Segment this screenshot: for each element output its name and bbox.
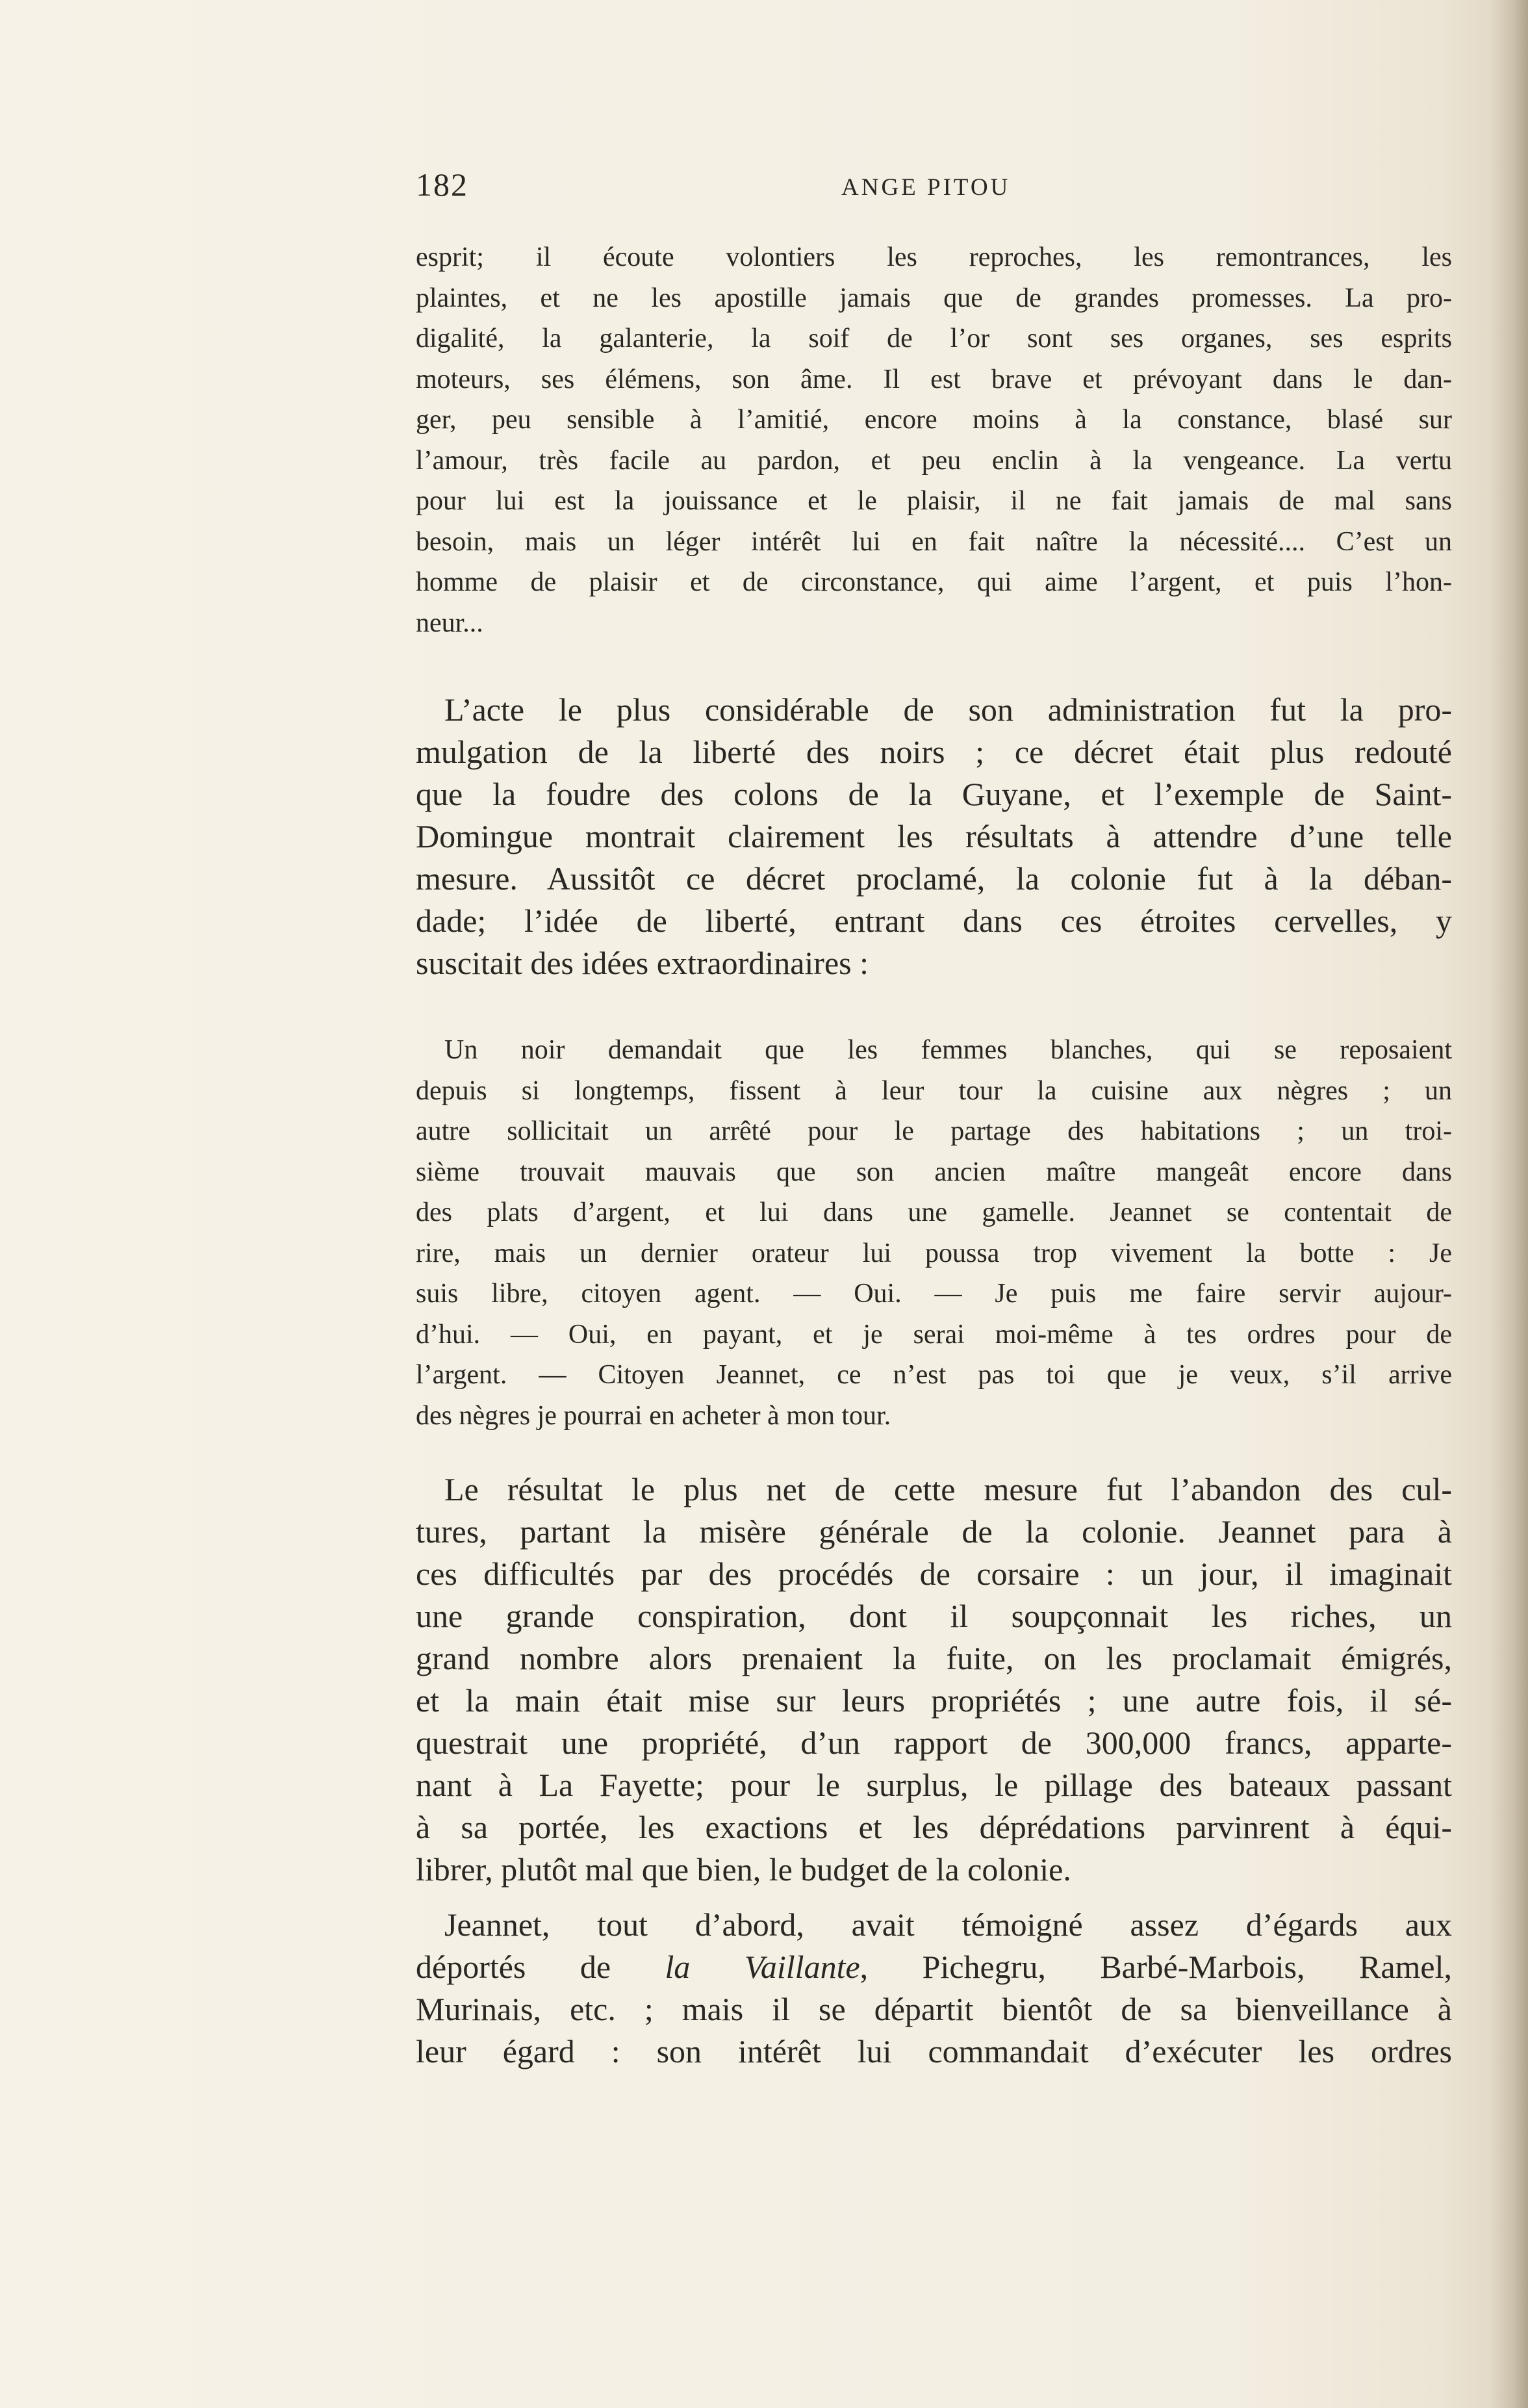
text-line: besoin, mais un léger intérêt lui en fait naître la nécessité.... C’est un [416, 526, 1452, 557]
text-line: à sa portée, les exactions et les déprédations parvinrent à équi- [416, 1809, 1452, 1845]
body-paragraph-liberty-decree [416, 689, 1452, 984]
text-line: neur... [416, 608, 483, 638]
text-line: d’hui. — Oui, en payant, et je serai moi-même à tes ordres pour de [416, 1319, 1452, 1350]
page-header [416, 166, 1023, 205]
text-line: que la foudre des colons de la Guyane, et l’exemple de Saint- [416, 776, 1452, 812]
text-line: une grande conspiration, dont il soupçonnait les riches, un [416, 1598, 1452, 1634]
text-fragment: déportés de [416, 1949, 665, 1985]
text-line: des plats d’argent, et lui dans une gamelle. Jeannet se contentait de [416, 1198, 1452, 1227]
ship-name-italic: la Vaillante [665, 1949, 860, 1985]
text-line-with-italic [416, 1946, 1452, 1988]
text-line: digalité, la galanterie, la soif de l’or sont ses organes, ses esprits [416, 324, 1452, 353]
text-line: grand nombre alors prenaient la fuite, on les proclamait émigrés, [416, 1640, 1452, 1676]
text-line: autre sollicitait un arrêté pour le partage des habitations ; un troi- [416, 1116, 1452, 1146]
text-line: sième trouvait mauvais que son ancien maître mangeât encore dans [416, 1157, 1452, 1187]
text-line: leur égard : son intérêt lui commandait d’exécuter les ordres [416, 2033, 1452, 2069]
quoted-anecdote-paragraph [416, 1030, 1452, 1436]
text-line: librer, plutôt mal que bien, le budget de la colonie. [416, 1851, 1071, 1888]
text-line: tures, partant la misère générale de la colonie. Jeannet para à [416, 1513, 1452, 1550]
text-line: ger, peu sensible à l’amitié, encore moins à la constance, blasé sur [416, 405, 1452, 435]
text-line: nant à La Fayette; pour le surplus, le pillage des bateaux passant [416, 1767, 1452, 1803]
text-line: plaintes, et ne les apostille jamais que de grandes promesses. La pro- [416, 283, 1452, 313]
text-line: Domingue montrait clairement les résultats à attendre d’une telle [416, 818, 1452, 854]
text-line: Murinais, etc. ; mais il se départit bientôt de sa bienveillance à [416, 1991, 1452, 2027]
quoted-portrait-paragraph [416, 237, 1452, 643]
text-line: dade; l’idée de liberté, entrant dans ces étroites cervelles, y [416, 903, 1452, 939]
text-line: l’amour, très facile au pardon, et peu enclin à la vengeance. La vertu [416, 445, 1452, 476]
text-line: pour lui est la jouissance et le plaisir, il ne fait jamais de mal sans [416, 486, 1452, 516]
text-line: depuis si longtemps, fissent à leur tour la cuisine aux nègres ; un [416, 1075, 1452, 1106]
text-fragment: , Pichegru, Barbé-Marbois, Ramel, [860, 1949, 1453, 1985]
text-line: moteurs, ses élémens, son âme. Il est brave et prévoyant dans le dan- [416, 364, 1452, 394]
body-paragraph-deportees [416, 1904, 1452, 2073]
text-line: des nègres je pourrai en acheter à mon tour. [416, 1400, 891, 1431]
text-line: Un noir demandait que les femmes blanches, qui se reposaient [444, 1035, 1452, 1065]
text-line: Jeannet, tout d’abord, avait témoigné assez d’égards aux [444, 1906, 1452, 1943]
running-title: ANGE PITOU [841, 174, 1011, 201]
text-line: esprit; il écoute volontiers les reproches, les remontrances, les [416, 242, 1452, 272]
text-line: L’acte le plus considérable de son administration fut la pro- [444, 691, 1452, 728]
text-line: ces difficultés par des procédés de corsaire : un jour, il imaginait [416, 1556, 1452, 1592]
page-number: 182 [416, 166, 468, 203]
text-line: l’argent. — Citoyen Jeannet, ce n’est pas toi que je veux, s’il arrive [416, 1360, 1452, 1390]
text-line: Le résultat le plus net de cette mesure fut l’abandon des cul- [444, 1471, 1452, 1507]
text-line: questrait une propriété, d’un rapport de 300,000 francs, apparte- [416, 1724, 1452, 1761]
text-line: et la main était mise sur leurs propriétés ; une autre fois, il sé- [416, 1682, 1452, 1719]
text-line: homme de plaisir et de circonstance, qui aime l’argent, et puis l’hon- [416, 567, 1452, 597]
body-paragraph-result [416, 1468, 1452, 1891]
text-line: suis libre, citoyen agent. — Oui. — Je puis me faire servir aujour- [416, 1279, 1452, 1309]
text-line: suscitait des idées extraordinaires : [416, 945, 869, 981]
text-line: mulgation de la liberté des noirs ; ce décret était plus redouté [416, 734, 1452, 770]
text-line: rire, mais un dernier orateur lui poussa trop vivement la botte : Je [416, 1238, 1452, 1268]
text-line: mesure. Aussitôt ce décret proclamé, la colonie fut à la déban- [416, 860, 1452, 897]
page-binding-shadow [1489, 0, 1528, 2408]
